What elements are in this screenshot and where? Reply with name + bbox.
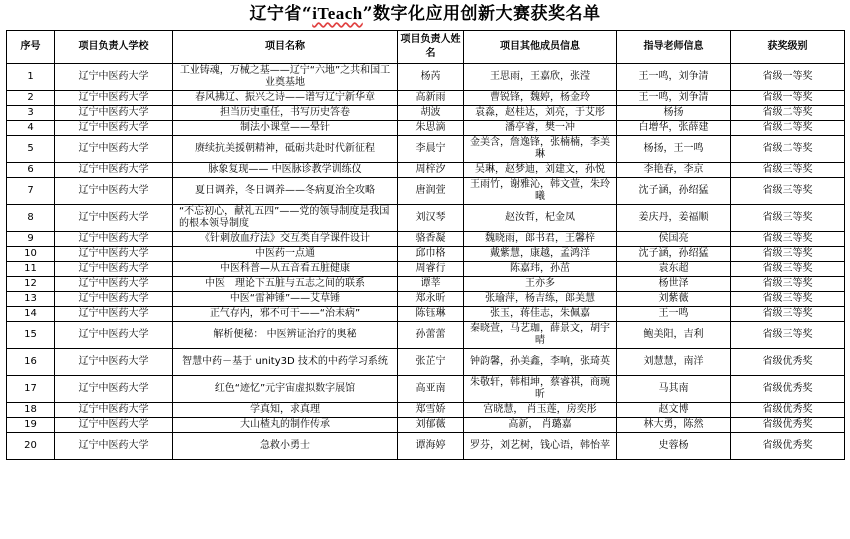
header-project: 项目名称 — [173, 31, 398, 64]
cell-project: 急救小勇士 — [173, 433, 398, 460]
document-title — [0, 0, 850, 28]
cell-school: 辽宁中医药大学 — [55, 376, 173, 403]
cell-award: 省级二等奖 — [731, 121, 845, 136]
table-row — [7, 121, 845, 136]
cell-no: 3 — [7, 106, 55, 121]
cell-award: 省级一等奖 — [731, 64, 845, 91]
cell-leader: 刘汉琴 — [398, 205, 464, 232]
cell-advisor: 赵文博 — [617, 403, 731, 418]
cell-no: 12 — [7, 277, 55, 292]
cell-project: 大山楂丸的制作传承 — [173, 418, 398, 433]
cell-no: 5 — [7, 136, 55, 163]
cell-advisor: 侯国亮 — [617, 232, 731, 247]
cell-leader: 高新雨 — [398, 91, 464, 106]
cell-project: 脉象复现—— 中医脉诊教学训练仪 — [173, 163, 398, 178]
cell-leader: 胡波 — [398, 106, 464, 121]
cell-no: 11 — [7, 262, 55, 277]
table-row — [7, 292, 845, 307]
cell-members: 王亦多 — [464, 277, 617, 292]
cell-school: 辽宁中医药大学 — [55, 121, 173, 136]
table-row — [7, 262, 845, 277]
cell-leader: 杨芮 — [398, 64, 464, 91]
table-row — [7, 136, 845, 163]
cell-leader: 邱巾格 — [398, 247, 464, 262]
cell-members: 袁淼，赵桂达，刘亮，于艾彤 — [464, 106, 617, 121]
cell-no: 10 — [7, 247, 55, 262]
cell-leader: 唐润萱 — [398, 178, 464, 205]
cell-project: 中医 理论下五脏与五志之间的联系 — [173, 277, 398, 292]
cell-advisor: 刘慧慧，南洋 — [617, 349, 731, 376]
cell-school: 辽宁中医药大学 — [55, 91, 173, 106]
title-brand: iTeach — [312, 4, 363, 23]
cell-no: 13 — [7, 292, 55, 307]
cell-project: 学真知，求真理 — [173, 403, 398, 418]
header-members: 项目其他成员信息 — [464, 31, 617, 64]
cell-members: 王雨竹，谢雅沁，韩文萱，朱玲曦 — [464, 178, 617, 205]
cell-advisor: 王一鸣，刘争清 — [617, 64, 731, 91]
cell-award: 省级三等奖 — [731, 205, 845, 232]
cell-leader: 孙蕾蕾 — [398, 322, 464, 349]
cell-project: 工业铸魂，万械之基——辽宁“六地”之共和国工业奠基地 — [173, 64, 398, 91]
cell-project: 春风拂辽、振兴之诗——谱写辽宁新华章 — [173, 91, 398, 106]
cell-school: 辽宁中医药大学 — [55, 418, 173, 433]
cell-advisor: 沈子涵，孙绍猛 — [617, 178, 731, 205]
cell-advisor: 马其南 — [617, 376, 731, 403]
table-row — [7, 277, 845, 292]
cell-no: 20 — [7, 433, 55, 460]
title-suffix: ”数字化应用创新大赛获奖名单 — [362, 4, 601, 24]
cell-award: 省级三等奖 — [731, 292, 845, 307]
cell-no: 14 — [7, 307, 55, 322]
cell-members: 金美含，詹逸锋，张楠楠，李美琳 — [464, 136, 617, 163]
cell-advisor: 杨扬，王一鸣 — [617, 136, 731, 163]
cell-leader: 张芷宁 — [398, 349, 464, 376]
header-school: 项目负责人学校 — [55, 31, 173, 64]
cell-school: 辽宁中医药大学 — [55, 403, 173, 418]
cell-project: 赓续抗美援朝精神，砥砺共赴时代新征程 — [173, 136, 398, 163]
cell-advisor: 李艳春，李京 — [617, 163, 731, 178]
cell-no: 4 — [7, 121, 55, 136]
cell-award: 省级三等奖 — [731, 178, 845, 205]
cell-award: 省级优秀奖 — [731, 403, 845, 418]
cell-no: 8 — [7, 205, 55, 232]
cell-leader: 李晨宁 — [398, 136, 464, 163]
table-row — [7, 64, 845, 91]
header-advisor: 指导老师信息 — [617, 31, 731, 64]
cell-leader: 高亚南 — [398, 376, 464, 403]
cell-advisor: 姜庆丹，姜福顺 — [617, 205, 731, 232]
cell-project: 中医科普—从五音看五脏健康 — [173, 262, 398, 277]
cell-advisor: 沈子涵，孙绍猛 — [617, 247, 731, 262]
cell-members: 戴紫慧，康越，孟鸿洋 — [464, 247, 617, 262]
cell-no: 19 — [7, 418, 55, 433]
table-row — [7, 376, 845, 403]
cell-award: 省级三等奖 — [731, 277, 845, 292]
title-prefix: 辽宁省“ — [249, 4, 313, 24]
cell-leader: 谭海婷 — [398, 433, 464, 460]
cell-members: 赵汝哲，杞金凤 — [464, 205, 617, 232]
header-award: 获奖级别 — [731, 31, 845, 64]
cell-leader: 郑永昕 — [398, 292, 464, 307]
table-row — [7, 349, 845, 376]
cell-school: 辽宁中医药大学 — [55, 178, 173, 205]
cell-no: 7 — [7, 178, 55, 205]
cell-school: 辽宁中医药大学 — [55, 277, 173, 292]
cell-award: 省级三等奖 — [731, 307, 845, 322]
table-row — [7, 418, 845, 433]
table-row — [7, 322, 845, 349]
cell-school: 辽宁中医药大学 — [55, 64, 173, 91]
table-row — [7, 91, 845, 106]
cell-members: 罗芬，刘艺树，钱心语，韩怡苹 — [464, 433, 617, 460]
cell-award: 省级优秀奖 — [731, 418, 845, 433]
cell-project: 中医“雷神锤”——艾草锤 — [173, 292, 398, 307]
cell-school: 辽宁中医药大学 — [55, 322, 173, 349]
cell-advisor: 刘紫薇 — [617, 292, 731, 307]
cell-members: 张瑜萍，杨吉练，郎美慧 — [464, 292, 617, 307]
cell-advisor: 杨世泽 — [617, 277, 731, 292]
cell-leader: 郑雪娇 — [398, 403, 464, 418]
cell-project: 红色“迹忆”元宇宙虚拟数字展馆 — [173, 376, 398, 403]
cell-members: 张玉，蒋佳志，朱佩嘉 — [464, 307, 617, 322]
cell-leader: 周睿行 — [398, 262, 464, 277]
cell-members: 曹锐锋，魏婷，杨金玲 — [464, 91, 617, 106]
cell-members: 王思雨，王嘉欣，张滢 — [464, 64, 617, 91]
cell-school: 辽宁中医药大学 — [55, 307, 173, 322]
cell-leader: 陈钰琳 — [398, 307, 464, 322]
cell-school: 辽宁中医药大学 — [55, 163, 173, 178]
table-row — [7, 307, 845, 322]
table-row — [7, 433, 845, 460]
cell-no: 2 — [7, 91, 55, 106]
cell-award: 省级二等奖 — [731, 136, 845, 163]
cell-project: 正气存内，邪不可干——“治未病” — [173, 307, 398, 322]
cell-award: 省级优秀奖 — [731, 376, 845, 403]
cell-advisor: 袁东超 — [617, 262, 731, 277]
cell-award: 省级三等奖 — [731, 322, 845, 349]
cell-no: 17 — [7, 376, 55, 403]
cell-award: 省级一等奖 — [731, 91, 845, 106]
cell-school: 辽宁中医药大学 — [55, 292, 173, 307]
cell-project: 解析便秘： 中医辨证治疗的奥秘 — [173, 322, 398, 349]
cell-advisor: 王一鸣 — [617, 307, 731, 322]
cell-advisor: 王一鸣，刘争清 — [617, 91, 731, 106]
cell-award: 省级二等奖 — [731, 106, 845, 121]
cell-project: 制法小课堂——晕针 — [173, 121, 398, 136]
cell-project: 智慧中药－基于 unity3D 技术的中药学习系统 — [173, 349, 398, 376]
header-no: 序号 — [7, 31, 55, 64]
cell-school: 辽宁中医药大学 — [55, 433, 173, 460]
cell-award: 省级优秀奖 — [731, 349, 845, 376]
cell-no: 6 — [7, 163, 55, 178]
cell-members: 魏晓雨，郎书君，王馨梓 — [464, 232, 617, 247]
cell-leader: 谭莘 — [398, 277, 464, 292]
award-table — [6, 30, 845, 460]
header-leader: 项目负责人姓名 — [398, 31, 464, 64]
cell-school: 辽宁中医药大学 — [55, 247, 173, 262]
cell-school: 辽宁中医药大学 — [55, 136, 173, 163]
cell-leader: 骆香凝 — [398, 232, 464, 247]
table-row — [7, 106, 845, 121]
cell-no: 16 — [7, 349, 55, 376]
cell-award: 省级三等奖 — [731, 247, 845, 262]
cell-members: 钟韵馨，孙美鑫，李响，张琦英 — [464, 349, 617, 376]
cell-no: 1 — [7, 64, 55, 91]
cell-school: 辽宁中医药大学 — [55, 349, 173, 376]
cell-no: 18 — [7, 403, 55, 418]
table-row — [7, 247, 845, 262]
cell-award: 省级三等奖 — [731, 163, 845, 178]
cell-school: 辽宁中医药大学 — [55, 205, 173, 232]
cell-school: 辽宁中医药大学 — [55, 232, 173, 247]
cell-members: 高新， 肖璐嘉 — [464, 418, 617, 433]
cell-project: 中医药一点通 — [173, 247, 398, 262]
cell-advisor: 鲍美阳，吉利 — [617, 322, 731, 349]
cell-leader: 朱思滴 — [398, 121, 464, 136]
cell-project: 《针刺放血疗法》交互类自学课件设计 — [173, 232, 398, 247]
cell-award: 省级优秀奖 — [731, 433, 845, 460]
table-row — [7, 163, 845, 178]
cell-leader: 周梓汐 — [398, 163, 464, 178]
table-row — [7, 205, 845, 232]
cell-no: 9 — [7, 232, 55, 247]
cell-advisor: 白增华，张薛建 — [617, 121, 731, 136]
table-row — [7, 403, 845, 418]
cell-members: 朱敬轩，韩相坤，蔡睿祺，商琬昕 — [464, 376, 617, 403]
header-row — [7, 31, 845, 64]
cell-advisor: 杨扬 — [617, 106, 731, 121]
cell-advisor: 林大勇，陈然 — [617, 418, 731, 433]
table-row — [7, 178, 845, 205]
cell-members: 宫晓慧， 肖玉莲，房奕彤 — [464, 403, 617, 418]
table-row — [7, 232, 845, 247]
cell-members: 潘亭睿，樊一冲 — [464, 121, 617, 136]
cell-advisor: 史蓉杨 — [617, 433, 731, 460]
cell-project: 担当历史重任，书写历史答卷 — [173, 106, 398, 121]
cell-award: 省级三等奖 — [731, 232, 845, 247]
cell-school: 辽宁中医药大学 — [55, 106, 173, 121]
cell-school: 辽宁中医药大学 — [55, 262, 173, 277]
cell-members: 陈嘉玮，孙茁 — [464, 262, 617, 277]
cell-project: “不忘初心，献礼五四”——党的领导制度是我国的根本领导制度 — [173, 205, 398, 232]
cell-leader: 刘郁薇 — [398, 418, 464, 433]
cell-members: 吴琳，赵梦迪，刘建文，孙悦 — [464, 163, 617, 178]
cell-no: 15 — [7, 322, 55, 349]
cell-members: 秦晓萱，马艺珈，薛景文，胡宇晴 — [464, 322, 617, 349]
cell-project: 夏日调养，冬日调养——冬病夏治全攻略 — [173, 178, 398, 205]
cell-award: 省级三等奖 — [731, 262, 845, 277]
